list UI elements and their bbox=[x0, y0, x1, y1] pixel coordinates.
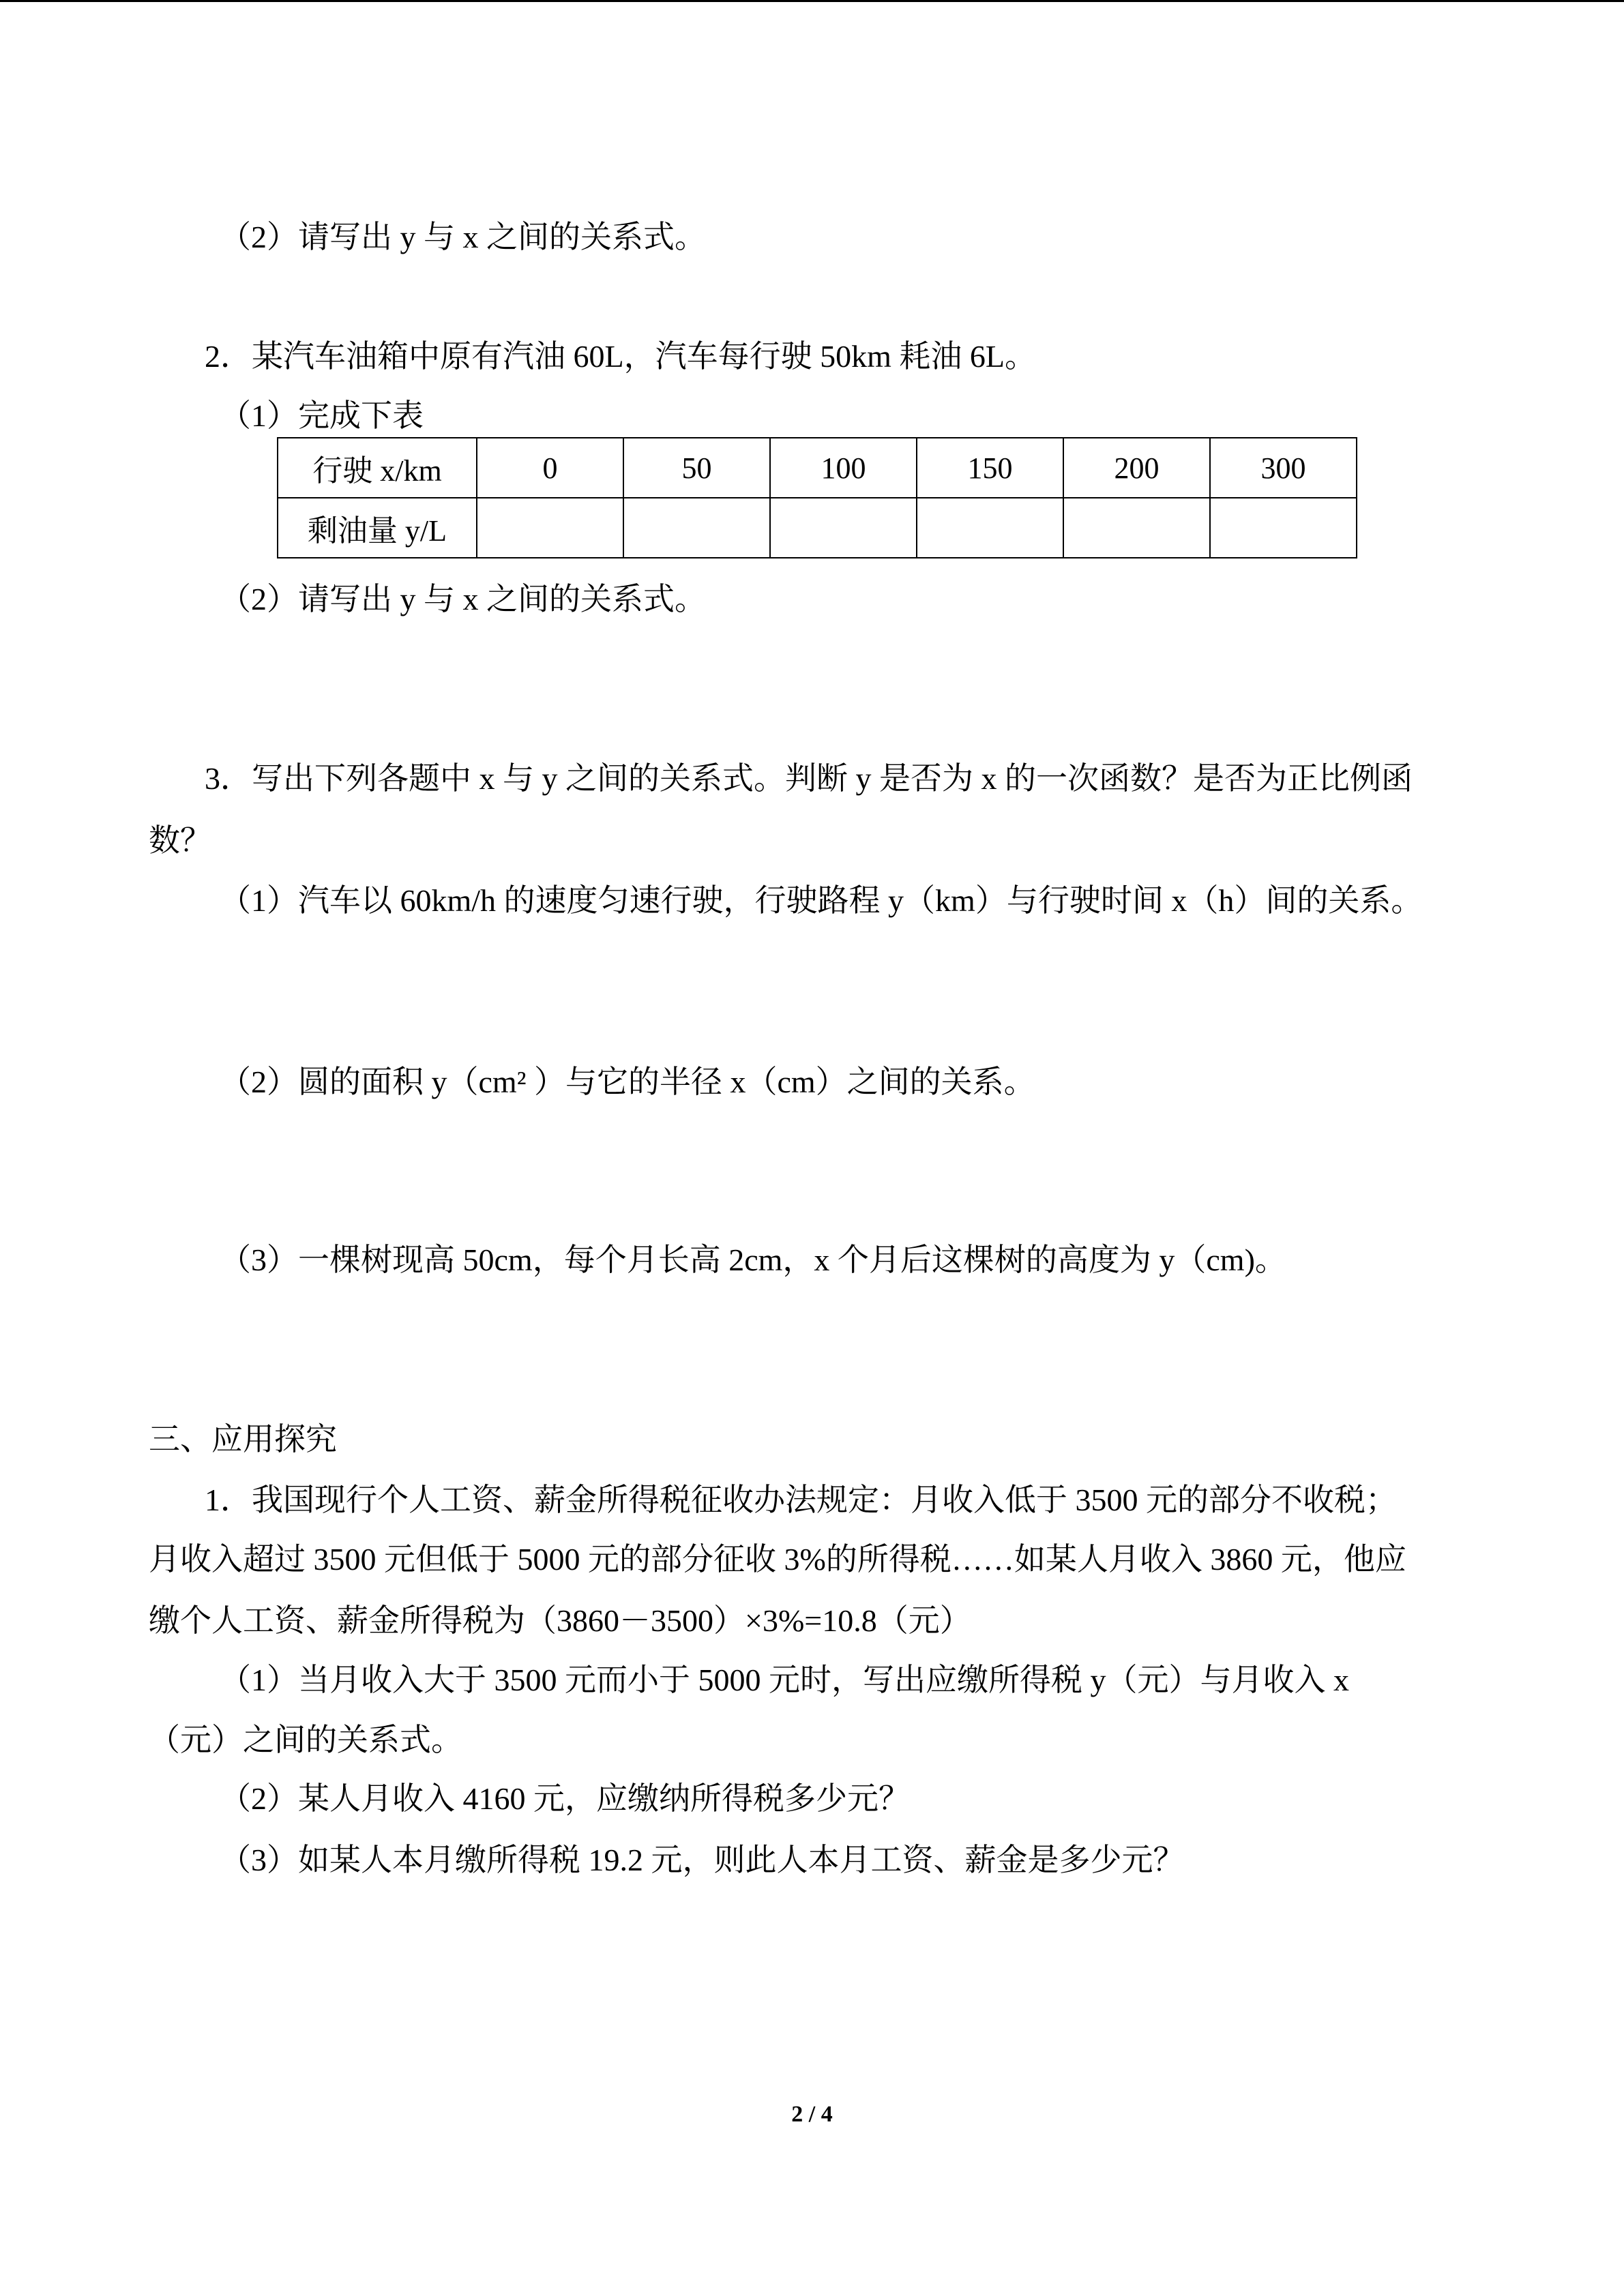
empty-answer-cell bbox=[917, 498, 1063, 558]
q3-part3: （3）一棵树现高 50cm，每个月长高 2cm，x 个月后这棵树的高度为 y（cm)。 bbox=[220, 1242, 1286, 1277]
q3-stem-line1: 3．写出下列各题中 x 与 y 之间的关系式。判断 y 是否为 x 的一次函数？是否为正比例函 bbox=[205, 761, 1413, 796]
table-cell: 100 bbox=[770, 438, 917, 498]
q3-part2: （2）圆的面积 y（cm² ）与它的半径 x（cm）之间的关系。 bbox=[220, 1064, 1035, 1099]
section3-part1-line1: （1）当月收入大于 3500 元而小于 5000 元时，写出应缴所得税 y（元）与月收入 x bbox=[220, 1663, 1349, 1697]
empty-answer-cell bbox=[623, 498, 770, 558]
table-cell: 200 bbox=[1063, 438, 1210, 498]
empty-answer-cell bbox=[770, 498, 917, 558]
empty-answer-cell bbox=[477, 498, 623, 558]
table-cell: 0 bbox=[477, 438, 623, 498]
empty-answer-cell bbox=[1063, 498, 1210, 558]
table-cell: 300 bbox=[1210, 438, 1357, 498]
table-cell: 50 bbox=[623, 438, 770, 498]
section3-part2: （2）某人月收入 4160 元，应缴纳所得税多少元？ bbox=[220, 1781, 910, 1816]
section3-p1-line2: 月收入超过 3500 元但低于 5000 元的部分征收 3%的所得税……如某人月收入 3860 元，他应 bbox=[149, 1542, 1406, 1577]
q2-part2: （2）请写出 y 与 x 之间的关系式。 bbox=[220, 582, 706, 616]
section3-p1-line3: 缴个人工资、薪金所得税为（3860－3500）×3%=10.8（元） bbox=[149, 1603, 971, 1638]
row-header-distance: 行驶 x/km bbox=[278, 438, 477, 498]
q2-stem: 2．某汽车油箱中原有汽油 60L，汽车每行驶 50km 耗油 6L。 bbox=[205, 339, 1036, 374]
fuel-table bbox=[277, 437, 1357, 558]
row-header-remaining-fuel: 剩油量 y/L bbox=[278, 498, 477, 558]
page-number: 2 / 4 bbox=[791, 2102, 833, 2127]
q1-part2: （2）请写出 y 与 x 之间的关系式。 bbox=[220, 220, 706, 254]
q3-part1: （1）汽车以 60km/h 的速度匀速行驶，行驶路程 y（km）与行驶时间 x（h）间的关系。 bbox=[220, 883, 1423, 918]
section3-p1-line1: 1．我国现行个人工资、薪金所得税征收办法规定：月收入低于 3500 元的部分不收税； bbox=[205, 1482, 1397, 1517]
table-row bbox=[278, 498, 1357, 558]
section3-part3: （3）如某人本月缴所得税 19.2 元，则此人本月工资、薪金是多少元？ bbox=[220, 1843, 1185, 1877]
empty-answer-cell bbox=[1210, 498, 1357, 558]
q3-stem-line2: 数？ bbox=[149, 823, 211, 858]
section3-part1-line2: （元）之间的关系式。 bbox=[149, 1723, 462, 1757]
top-border-line bbox=[0, 0, 1624, 2]
section3-heading: 三、应用探究 bbox=[149, 1422, 337, 1457]
q2-part1: （1）完成下表 bbox=[220, 398, 424, 433]
table-cell: 150 bbox=[917, 438, 1063, 498]
table-row bbox=[278, 438, 1357, 498]
